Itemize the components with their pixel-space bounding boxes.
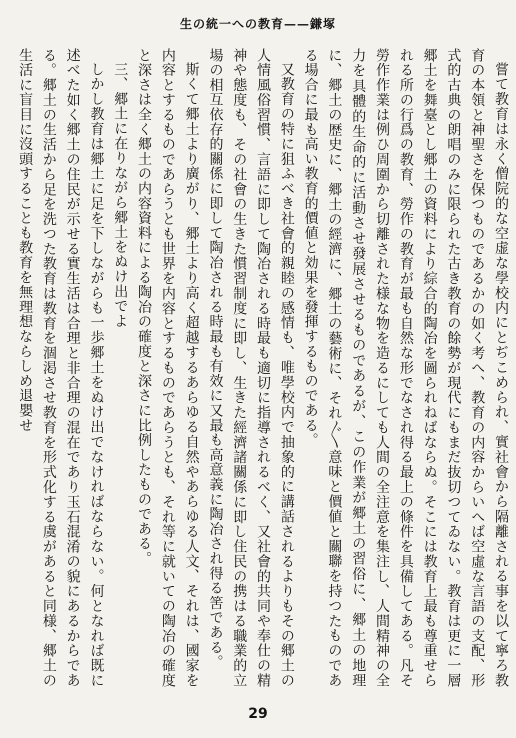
page-body	[12, 48, 512, 688]
paragraph-4: しかし教育は郷土に足を下しながらも一歩郷土をぬけ出でなければならない。何となれば既に述べた如く郷土の住民が示せる實生活は合理と非合理の混在であり玉石混淆の貌にあるからである。郷土の生活から足を洗つた教育は教育を涸渇させ教育を形式化する虞があると同様、郷土の生活に盲目に沒頭することも教育を無理想ならしめ退嬰せ	[17, 48, 105, 688]
section-heading: 三、郷土に在りながら郷土をぬけ出でよ	[112, 62, 129, 329]
running-title: 生の統一への教育——鎌塚	[179, 17, 336, 31]
running-header	[18, 5, 498, 43]
paragraph-1: 嘗て教育は永く僧院的な空虚な學校内にとぢこめられ、實社會から隔離される事を以て寧ろ教育の本領と神聖さを保つものであるかの如く考へ、教育の内容からいへば空虛な言語の支配、形式的古典の朗唱のみに限られた古き教育の餘勢が現代にもまだ抜切つてゐない。教育は更に一層郷土を舞臺とし郷土の資料により綜合的陶冶を圖られねばならぬ。そこには教育上最も尊重せられる所の行爲の教育、勞作の教育が最も自然な形でなされ得る最上の條件を具備してある。凡そ勞作作業は例ひ周圍から切離された様な物を造るにしても人間の全注意を集注し、人間精神の全力を具體的生命的に活動させ發展させるものであるが、この作業が郷土の習俗に、郷土の地理に、郷土の歴史に、郷土の經濟に、郷土の藝術に、それ〴〵意味と價値と關聯を持つたものである場合に最も高い教育的價値と効果を發揮するものである。	[302, 48, 509, 688]
paragraph-2: 又教育の特に狙ふべき社會的親睦の感情も、唯學校内で抽象的に講話されるよりもその郷土の人情風俗習慣、言語に即して陶冶される時最も適切に指導されるべく、又社會的共同や奉仕の精神や態度も、その社會の生きた慣習制度に即し、生きた經濟諸關係に即し住民の携はる職業的立場の相互依存的關係に即して陶冶される時最も有效に又最も高意義に陶冶され得る筈である。	[207, 48, 295, 688]
page-number: 29	[248, 706, 268, 722]
paragraph-3: 斯くて郷土より廣がり、郷土より高く超越するあらゆる自然やあらゆる人文、それは、國家を内容とするものであらうとも世界を内容とするものであらうとも、それ等に就いての陶冶の確度と深さは全く郷土の内容資料による陶冶の確度と深さに比例したものである。	[136, 48, 200, 688]
